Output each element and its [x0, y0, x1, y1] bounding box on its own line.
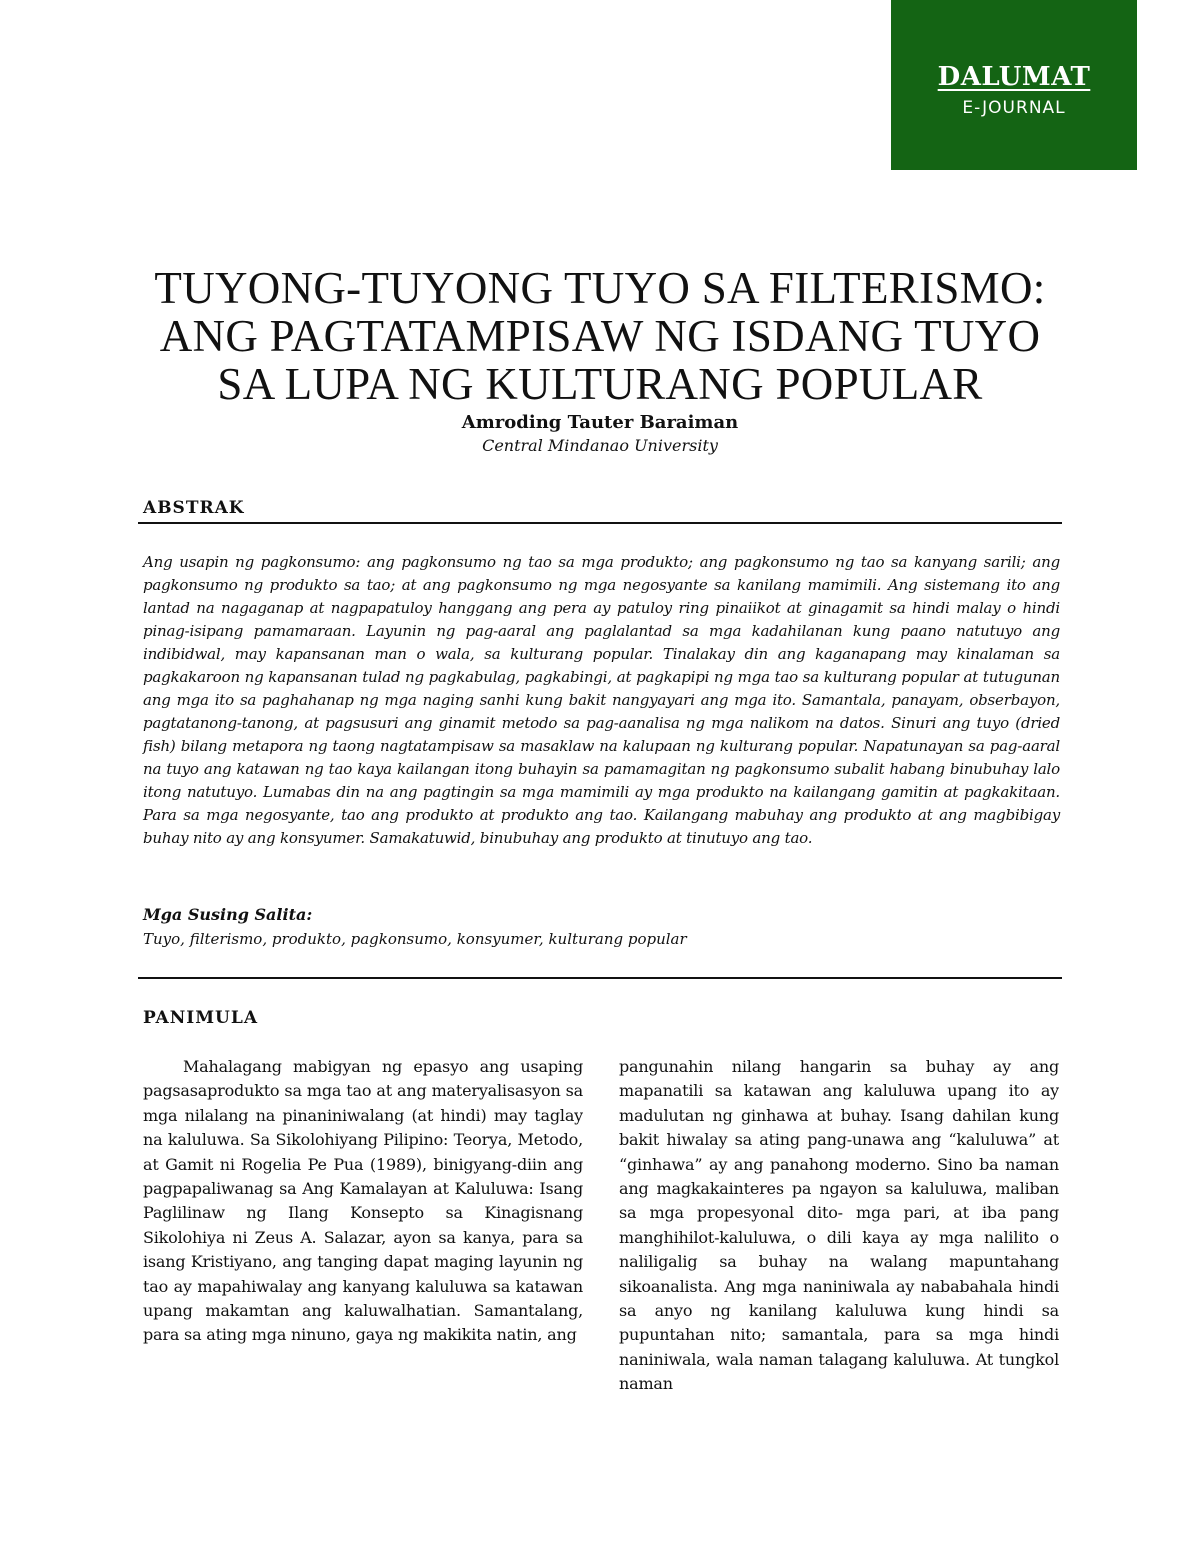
title-line: TUYONG-TUYONG TUYO SA FILTERISMO:: [154, 263, 1046, 313]
keywords-text: Tuyo, filterismo, produkto, pagkonsumo, konsyumer, kulturang popular: [143, 930, 687, 948]
title-block: [100, 264, 1100, 457]
abstract-bottom-rule: [138, 977, 1062, 979]
article-title: [100, 264, 1100, 408]
body-column-right: pangunahin nilang hangarin sa buhay ay ang mapanatili sa katawan ang kaluluwa upang ito ay madulutan ng ginhawa at buhay. Isang dahilan kung bakit hiwalay sa ating pang-unawa ang “kaluluwa” at “ginhawa” ay ang panahong moderno. Sino ba naman ang magkakainteres pa ngayon sa kaluluwa, maliban sa mga propesyonal dito- mga pari, at iba pang manghihilot-kaluluwa, o dili kaya ay mga nalilito o naliligalig sa buhay na walang mapuntahang sikoanalista. Ang mga naniniwala ay nababahala hindi sa anyo ng kanilang kaluluwa kung hindi sa pupuntahan nito; samantala, para sa mga hindi naniniwala, wala naman talagang kaluluwa. At tungkol naman: [619, 1057, 1059, 1394]
body-column-left: Mahalagang mabigyan ng epasyo ang usaping pagsasaprodukto sa mga tao at ang materyalisasyon sa mga nilalang na pinaniniwalang (at hindi) may taglay na kaluluwa. Sa Sikolohiyang Pilipino: Teorya, Metodo, at Gamit ni Rogelia Pe Pua (1989), binigyang-diin ang pagpapaliwanag sa Ang Kamalayan at Kaluluwa: Isang Paglilinaw ng Ilang Konsepto sa Kinagisnang Sikolohiya ni Zeus A. Salazar, ayon sa kanya, para sa isang Kristiyano, ang tanging dapat maging layunin ng tao ay mapahiwalay ang kanyang kaluluwa sa katawan upang makamtan ang kaluwalhatian. Samantalang, para sa ating mga ninuno, gaya ng makikita natin, ang: [143, 1057, 583, 1345]
title-line: ANG PAGTATAMPISAW NG ISDANG TUYO: [159, 311, 1041, 361]
introduction-heading: PANIMULA: [143, 1008, 259, 1028]
title-line: SA LUPA NG KULTURANG POPULAR: [217, 359, 983, 409]
journal-subtitle: E-JOURNAL: [962, 98, 1066, 118]
author-affiliation: Central Mindanao University: [482, 436, 718, 455]
abstract-heading: ABSTRAK: [143, 498, 245, 518]
journal-name: DALUMAT: [937, 62, 1091, 92]
keywords-label: Mga Susing Salita:: [143, 905, 313, 924]
journal-badge: [891, 0, 1137, 170]
author-name: Amroding Tauter Baraiman: [461, 412, 739, 433]
abstract-text: Ang usapin ng pagkonsumo: ang pagkonsumo ng tao sa mga produkto; ang pagkonsumo ng tao sa kanyang sarili; ang pagkonsumo ng produkto sa tao; at ang pagkonsumo ng mga negosyante sa kanilang mamimili. Ang sistemang ito ang lantad na nagaganap at nagpapatuloy hanggang ang pera ay patuloy ring pinaiikot at ginagamit sa hindi malay o hindi pinag-isipang pamamaraan. Layunin ng pag-aaral ang paglalantad sa mga kadahilanan kung paano natutuyo ang indibidwal, may kapansanan man o wala, sa kulturang popular. Tinalakay din ang kaganapang may kinalaman sa pagkakaroon ng kapansanan tulad ng pagkabulag, pagkabingi, at pagkapipi ng mga tao sa kulturang popular at tutugunan ang mga ito sa paghahanap ng mga naging sanhi kung bakit nangyayari ang mga ito. Samantala, panayam, obserbayon, pagtatanong-tanong, at pagsusuri ang ginamit metodo sa pag-aanalisa ng mga nalikom na datos. Sinuri ang tuyo (dried fish) bilang metapora ng taong nagtatampisaw sa masaklaw na kalupaan ng kulturang popular. Napatunayan sa pag-aaral na tuyo ang katawan ng tao kaya kailangan itong buhayin sa pamamagitan ng pagkonsumo subalit habang binubuhay lalo itong natutuyo. Lumabas din na ang pagtingin sa mga mamimili ay mga produkto na kailangang gamitin at pagkakitaan. Para sa mga negosyante, tao ang produkto at produkto ang tao. Kailangang mabuhay ang produkto at ang magbibigay buhay nito ay ang konsyumer. Samakatuwid, binubuhay ang produkto at tinutuyo ang tao.: [143, 553, 1060, 847]
abstract-top-rule: [138, 522, 1062, 524]
